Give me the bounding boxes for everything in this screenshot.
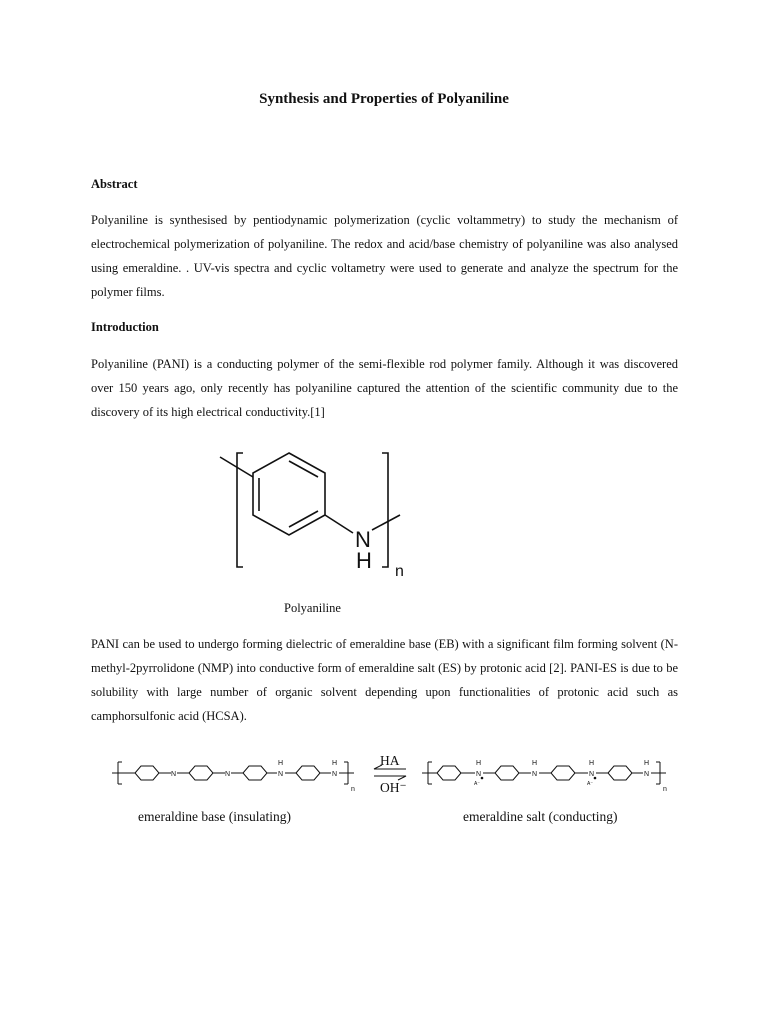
forward-reagent-label: HA [380, 753, 400, 768]
svg-text:H: H [476, 760, 482, 767]
pani-paragraph: PANI can be used to undergo forming dielectric of emeraldine base (EB) with a significant film forming solvent (N-methyl-2pyrrolidone (NMP) into conductive form of emeraldine salt (ES) by protonic acid [2]. PANI-ES is due to be solubility with large number of organic solvent depending upon functionalities of protonic acid such as camphorsulfonic acid (HCSA). [91, 637, 678, 723]
emeraldine-salt-label: emeraldine salt (conducting) [463, 809, 618, 824]
svg-text:n: n [351, 786, 355, 793]
benzene-ring [253, 453, 325, 535]
svg-text:A⁻: A⁻ [587, 781, 593, 787]
svg-text:H: H [532, 760, 538, 767]
svg-text:N: N [644, 771, 650, 778]
right-bracket [382, 453, 388, 567]
abstract-paragraph: Polyaniline is synthesised by pentiodynamic polymerization (cyclic voltammetry) to study the mechanism of electrochemical polymerization of polyaniline. The redox and acid/base chemistry of polyaniline was also analysed using emeraldine. . UV-vis spectra and cyclic voltametry were used to generate and analyze the spectrum for the polymer films. [91, 213, 678, 299]
svg-text:N: N [171, 771, 177, 778]
introduction-heading: Introduction [91, 320, 159, 334]
svg-text:n: n [663, 786, 667, 793]
introduction-paragraph: Polyaniline (PANI) is a conducting polymer of the semi-flexible rod polymer family. Although it was discovered over 150 years ago, only recently has polyaniline captured the attention of the scientific community due to the discovery of its high electrical conductivity.[1] [91, 357, 678, 419]
abstract-heading: Abstract [91, 177, 138, 191]
svg-text:H: H [332, 760, 338, 767]
svg-text:H: H [278, 760, 284, 767]
svg-text:A⁻: A⁻ [474, 781, 480, 787]
page-title: Synthesis and Properties of Polyaniline [259, 91, 509, 107]
svg-text:N: N [476, 771, 482, 778]
svg-text:N: N [278, 771, 284, 778]
nitrogen-atom: N [355, 527, 371, 552]
svg-text:N: N [532, 771, 538, 778]
polyaniline-structure [215, 445, 425, 585]
hydrogen-atom: H [356, 548, 372, 573]
svg-text:H: H [644, 760, 650, 767]
svg-text:N: N [589, 771, 595, 778]
emeraldine-base-label: emeraldine base (insulating) [138, 809, 291, 824]
figure-caption: Polyaniline [284, 601, 341, 615]
svg-text:N: N [225, 771, 231, 778]
reverse-reagent-label: OH⁻ [380, 780, 407, 795]
repeat-subscript: n [395, 563, 404, 580]
emeraldine-reaction-scheme [110, 752, 680, 832]
svg-text:H: H [589, 760, 595, 767]
svg-text:N: N [332, 771, 338, 778]
